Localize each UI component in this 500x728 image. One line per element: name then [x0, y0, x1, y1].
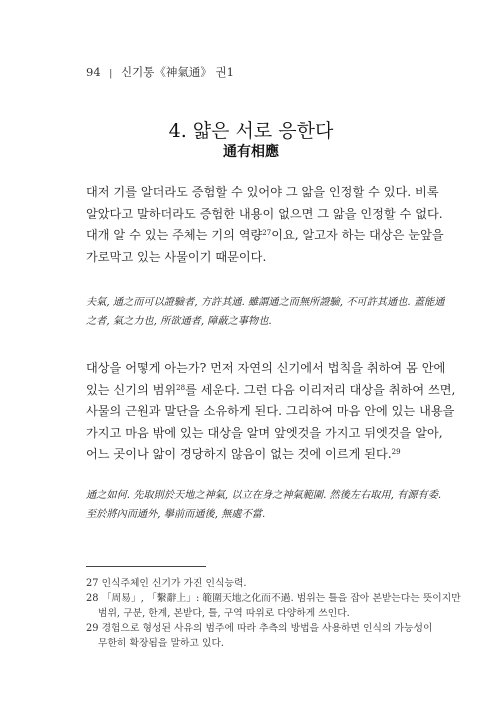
text-line: 알았다고 말하더라도 증험한 내용이 없으면 그 앎을 인정할 수 없다.	[86, 206, 443, 221]
korean-paragraph-2	[86, 358, 456, 466]
hanja-paragraph-1	[86, 293, 445, 331]
footnote-29-continued: 무한히 확장됨을 말하고 있다.	[98, 638, 225, 649]
footnote-divider	[86, 566, 206, 567]
text-line: 대저 기를 알더라도 증험할 수 있어야 그 앎을 인정할 수 있다. 비록	[86, 185, 439, 199]
text-line: 대개 알 수 있는 주체는 기의 역량$^{27}$이요, 알고자 하는 대상은 눈앞을	[86, 228, 444, 242]
footnote-ref-27[interactable]: 27	[262, 229, 272, 237]
header-separator: |	[109, 69, 113, 79]
text-line: 之者, 氣之力也, 所欲通者, 障蔽之事物也.	[86, 316, 272, 327]
hanja-paragraph-2	[86, 486, 442, 524]
footnote-29: 29 경험으로 형성된 사유의 범주에 따라 추측의 방법을 사용하면 인식의 가능성이	[86, 623, 433, 634]
text-line: 夫氣, 通之而可以證驗者, 方許其通. 雖謂通之而無所證驗, 不可許其通也. 蓋能通	[86, 297, 445, 308]
footnote-27: 27 인식주체인 신기가 가진 인식능력.	[86, 578, 247, 589]
book-title: 신기통《神氣通》 권1	[121, 65, 234, 79]
chapter-title: 4. 얇은 서로 응한다	[168, 120, 334, 142]
text-line: 至於將內而通外, 擧前而通後, 無處不當.	[86, 509, 266, 520]
footnote-28: 28 「周易」, 「繫辭上」: 範圍天地之化而不過. 범위는 틀을 잡아 본받는다는 뜻이지만	[86, 593, 461, 604]
footnote-28-continued: 범위, 구분, 한계, 본받다, 틀, 구역 따위로 다양하게 쓰인다.	[98, 608, 350, 619]
footnotes	[86, 576, 461, 651]
running-header	[86, 64, 234, 80]
korean-paragraph-1	[86, 182, 444, 268]
footnote-ref-28[interactable]: 28	[176, 383, 186, 392]
page-number: 94	[86, 65, 101, 79]
text-line: 사물의 근원과 말단을 소유하게 된다. 그리하여 마음 안에 있는 내용을	[86, 404, 455, 418]
text-line: 가로막고 있는 사물이기 때문이다.	[86, 249, 267, 264]
text-line: 가지고 마음 밖에 있는 대상을 알며 앞엣것을 가지고 뒤엣것을 알아,	[86, 425, 443, 440]
footnote-ref-29[interactable]: 29	[391, 448, 401, 456]
text-line: 어느 곳이나 앎이 경당하지 않음이 없는 것에 이르게 된다.$^{29}$	[86, 447, 401, 461]
text-line: 있는 신기의 범위$^{28}$를 세운다. 그런 다음 이리저리 대상을 취하여 쓰면,	[86, 382, 456, 397]
text-line: 通之如何. 先取則於天地之神氣, 以立在身之神氣範圍. 然後左右取用, 有源有委.	[86, 490, 442, 501]
text-line: 대상을 어떻게 아는가? 먼저 자연의 신기에서 법칙을 취하여 몸 안에	[86, 361, 446, 375]
chapter-subtitle: 通有相應	[223, 144, 279, 160]
